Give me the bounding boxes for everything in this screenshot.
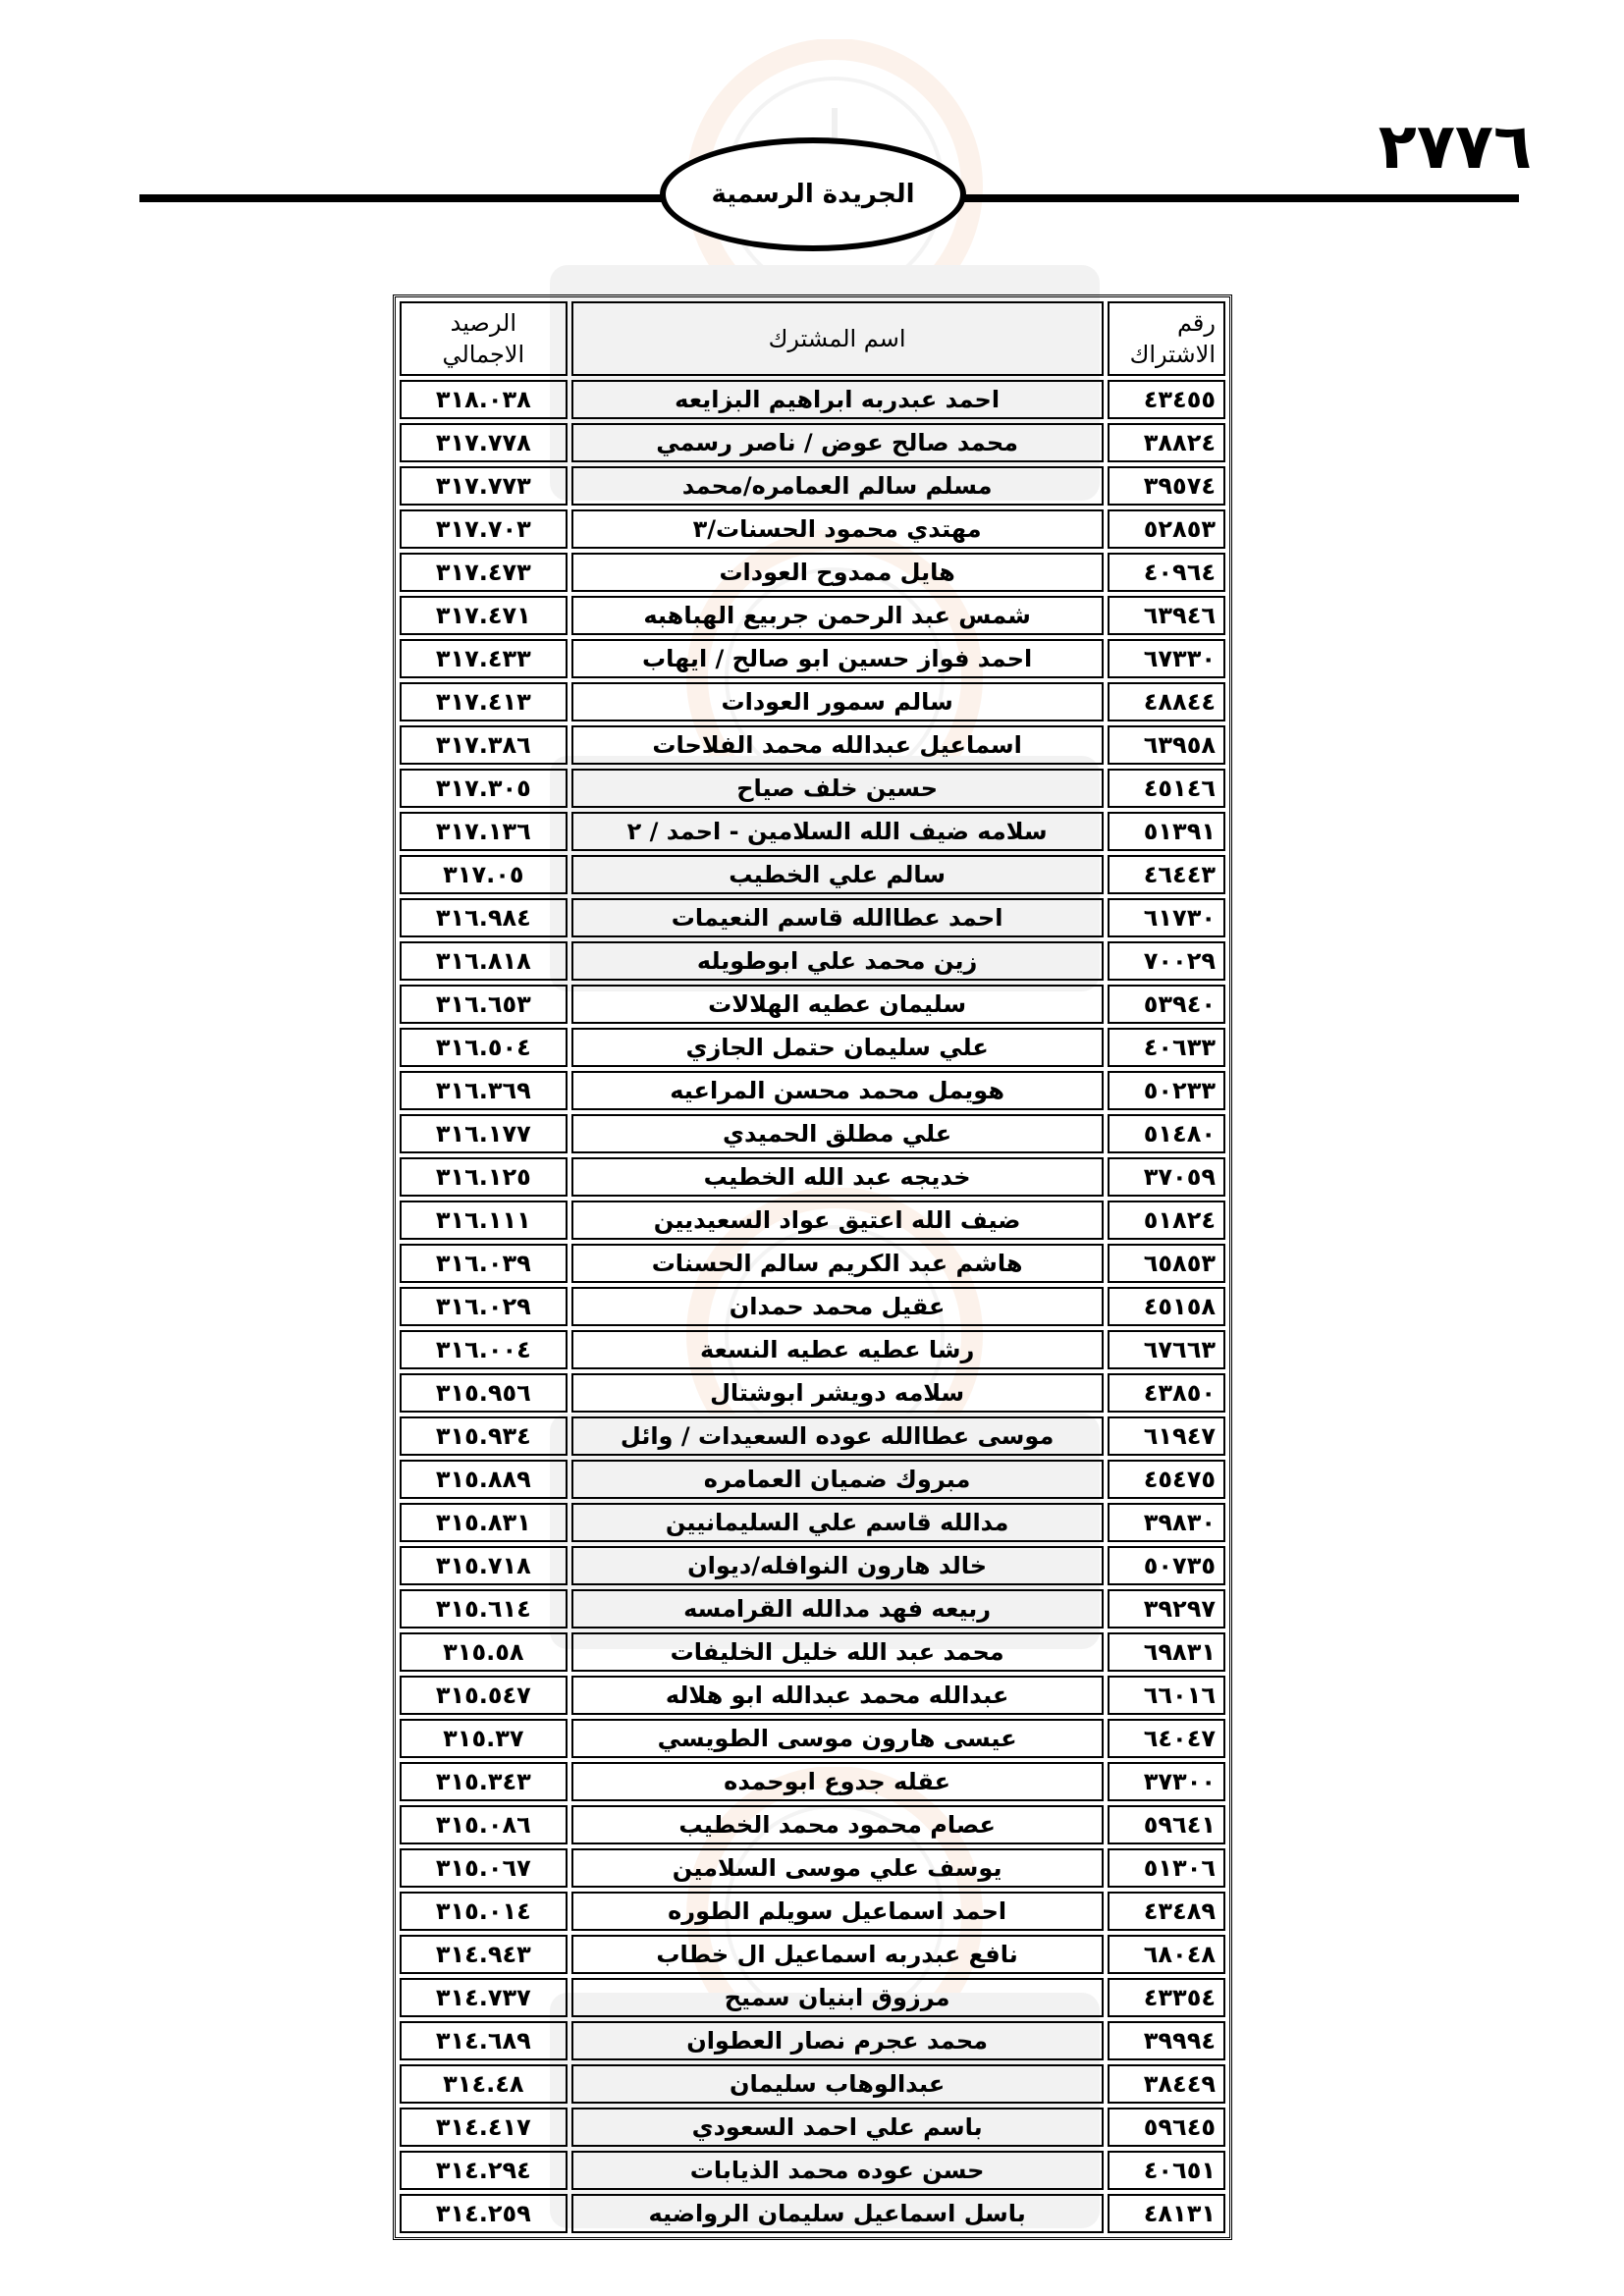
- total-balance-cell: ٣١٤.٢٩٤: [400, 2151, 568, 2190]
- subscriber-name-cell: يوسف علي موسى السلامين: [571, 1848, 1104, 1888]
- subscriber-name-cell: هويمل محمد محسن المراعيه: [571, 1071, 1104, 1110]
- total-balance-cell: ٣١٥.٠٨٦: [400, 1805, 568, 1844]
- subscriber-name-cell: مسلم سالم العمامره/محمد: [571, 466, 1104, 506]
- table-row: [400, 1157, 1225, 1197]
- total-balance-cell: ٣١٧.٠٥: [400, 855, 568, 894]
- total-balance-cell: ٣١٤.٤١٧: [400, 2108, 568, 2147]
- table-row: [400, 1416, 1225, 1456]
- table-row: [400, 1589, 1225, 1629]
- subscription-no-cell: ٦٣٩٥٨: [1108, 725, 1225, 765]
- table-row: [400, 1503, 1225, 1542]
- subscriber-name-cell: مهتدي محمود الحسنات/٣: [571, 509, 1104, 549]
- subscription-no-cell: ٤٨١٣١: [1108, 2194, 1225, 2233]
- subscription-no-cell: ٤٥١٤٦: [1108, 769, 1225, 808]
- subscription-no-cell: ٥٠٧٣٥: [1108, 1546, 1225, 1585]
- table-row: [400, 1287, 1225, 1326]
- subscription-no-cell: ٥٣٩٤٠: [1108, 985, 1225, 1024]
- subscriber-name-cell: حسن عوده محمد الذيابات: [571, 2151, 1104, 2190]
- publication-badge: [660, 137, 966, 251]
- total-balance-cell: ٣١٦.٠٣٩: [400, 1244, 568, 1283]
- subscription-no-cell: ٧٠٠٢٩: [1108, 941, 1225, 981]
- subscription-no-cell: ٦١٩٤٧: [1108, 1416, 1225, 1456]
- subscriber-name-cell: سلامه ضيف الله السلامين - احمد / ٢: [571, 812, 1104, 851]
- subscriber-name-cell: عقله جدوع ابوحمده: [571, 1762, 1104, 1801]
- total-balance-cell: ٣١٧.١٣٦: [400, 812, 568, 851]
- table-row: [400, 596, 1225, 635]
- subscription-no-cell: ٤٣٤٨٩: [1108, 1892, 1225, 1931]
- subscription-no-cell: ٦٦٠١٦: [1108, 1676, 1225, 1715]
- subscription-no-cell: ٥١٤٨٠: [1108, 1114, 1225, 1153]
- page-number: ٢٧٧٦: [1378, 111, 1532, 184]
- table-row: [400, 1546, 1225, 1585]
- subscription-no-cell: ٥١٣٠٦: [1108, 1848, 1225, 1888]
- subscriber-name-cell: سالم سمور العودات: [571, 682, 1104, 721]
- subscription-no-cell: ٥٠٢٣٣: [1108, 1071, 1225, 1110]
- total-balance-cell: ٣١٧.٤٧٣: [400, 553, 568, 592]
- table-row: [400, 985, 1225, 1024]
- total-balance-cell: ٣١٥.٧١٨: [400, 1546, 568, 1585]
- subscriber-name-cell: مبروك ضميان العمامره: [571, 1460, 1104, 1499]
- table-row: [400, 769, 1225, 808]
- total-balance-cell: ٣١٦.٣٦٩: [400, 1071, 568, 1110]
- subscriber-name-cell: هايل ممدوح العودات: [571, 553, 1104, 592]
- total-balance-cell: ٣١٧.٣٨٦: [400, 725, 568, 765]
- subscription-no-cell: ٦١٧٣٠: [1108, 898, 1225, 937]
- subscription-no-cell: ٣٩٥٧٤: [1108, 466, 1225, 506]
- total-balance-cell: ٣١٤.٢٥٩: [400, 2194, 568, 2233]
- total-balance-cell: ٣١٦.٩٨٤: [400, 898, 568, 937]
- table-row: [400, 855, 1225, 894]
- subscription-no-cell: ٤٣٤٥٥: [1108, 380, 1225, 419]
- subscription-no-cell: ٣٧٠٥٩: [1108, 1157, 1225, 1197]
- total-balance-cell: ٣١٧.٤١٣: [400, 682, 568, 721]
- table-row: [400, 1028, 1225, 1067]
- table-row: [400, 812, 1225, 851]
- total-balance-cell: ٣١٦.٥٠٤: [400, 1028, 568, 1067]
- subscription-no-cell: ٥٢٨٥٣: [1108, 509, 1225, 549]
- table-row: [400, 682, 1225, 721]
- total-balance-cell: ٣١٥.٥٤٧: [400, 1676, 568, 1715]
- total-balance-cell: ٣١٦.١١١: [400, 1201, 568, 1240]
- total-balance-cell: ٣١٤.٤٨: [400, 2064, 568, 2104]
- total-balance-cell: ٣١٤.٦٨٩: [400, 2021, 568, 2060]
- table-row: [400, 1632, 1225, 1672]
- subscriber-name-cell: سليمان عطيه الهلالات: [571, 985, 1104, 1024]
- subscriber-name-cell: مرزوق ابنيان سميح: [571, 1978, 1104, 2017]
- subscription-no-cell: ٦٥٨٥٣: [1108, 1244, 1225, 1283]
- table-row: [400, 941, 1225, 981]
- table-row: [400, 639, 1225, 678]
- header-subscriber-name: اسم المشترك: [571, 301, 1104, 376]
- table-row: [400, 1762, 1225, 1801]
- publication-title: الجريدة الرسمية: [711, 180, 915, 209]
- subscriber-name-cell: احمد فواز حسين ابو صالح / ايهاب: [571, 639, 1104, 678]
- subscriber-name-cell: سلامه دويشر ابوشتال: [571, 1373, 1104, 1413]
- total-balance-cell: ٣١٤.٩٤٣: [400, 1935, 568, 1974]
- table-row: [400, 2108, 1225, 2147]
- subscriber-name-cell: احمد عطاالله قاسم النعيمات: [571, 898, 1104, 937]
- table-row: [400, 1892, 1225, 1931]
- subscription-no-cell: ٤٠٦٣٣: [1108, 1028, 1225, 1067]
- total-balance-cell: ٣١٧.٧٠٣: [400, 509, 568, 549]
- table-row: [400, 1373, 1225, 1413]
- subscriber-name-cell: خالد هارون النوافله/ديوان: [571, 1546, 1104, 1585]
- subscription-no-cell: ٤٠٩٦٤: [1108, 553, 1225, 592]
- subscription-no-cell: ٤٠٦٥١: [1108, 2151, 1225, 2190]
- total-balance-cell: ٣١٥.٨٣١: [400, 1503, 568, 1542]
- total-balance-cell: ٣١٧.٤٧١: [400, 596, 568, 635]
- total-balance-cell: ٣١٦.٠٠٤: [400, 1330, 568, 1369]
- subscription-no-cell: ٦٧٦٦٣: [1108, 1330, 1225, 1369]
- subscriber-name-cell: ربيعه فهد مدالله القرامسه: [571, 1589, 1104, 1629]
- subscription-no-cell: ٦٤٠٤٧: [1108, 1719, 1225, 1758]
- total-balance-cell: ٣١٥.٠٦٧: [400, 1848, 568, 1888]
- subscribers-table: [393, 294, 1232, 2240]
- total-balance-cell: ٣١٦.٦٥٣: [400, 985, 568, 1024]
- total-balance-cell: ٣١٧.٣٠٥: [400, 769, 568, 808]
- table-row: [400, 898, 1225, 937]
- total-balance-cell: ٣١٥.٣٤٣: [400, 1762, 568, 1801]
- total-balance-cell: ٣١٥.٥٨: [400, 1632, 568, 1672]
- subscription-no-cell: ٣٨٤٤٩: [1108, 2064, 1225, 2104]
- total-balance-cell: ٣١٦.٨١٨: [400, 941, 568, 981]
- table-row: [400, 1244, 1225, 1283]
- subscription-no-cell: ٤٥٤٧٥: [1108, 1460, 1225, 1499]
- table-row: [400, 1330, 1225, 1369]
- subscriber-name-cell: عبدالوهاب سليمان: [571, 2064, 1104, 2104]
- table-row: [400, 1676, 1225, 1715]
- subscriber-name-cell: هاشم عبد الكريم سالم الحسنات: [571, 1244, 1104, 1283]
- total-balance-cell: ٣١٥.٩٣٤: [400, 1416, 568, 1456]
- total-balance-cell: ٣١٧.٤٣٣: [400, 639, 568, 678]
- table-row: [400, 380, 1225, 419]
- total-balance-cell: ٣١٦.١٢٥: [400, 1157, 568, 1197]
- subscriber-name-cell: علي سليمان حتمل الجازي: [571, 1028, 1104, 1067]
- subscriber-name-cell: عقيل محمد حمدان: [571, 1287, 1104, 1326]
- table-header-row: [400, 301, 1225, 376]
- subscription-no-cell: ٥١٨٢٤: [1108, 1201, 1225, 1240]
- subscriber-name-cell: محمد صالح عوض / ناصر رسمي: [571, 423, 1104, 462]
- subscriber-name-cell: عصام محمود محمد الخطيب: [571, 1805, 1104, 1844]
- subscriber-name-cell: احمد اسماعيل سويلم الطوره: [571, 1892, 1104, 1931]
- header-subscription-no: رقم الاشتراك: [1108, 301, 1225, 376]
- subscription-no-cell: ٣٩٩٩٤: [1108, 2021, 1225, 2060]
- subscription-no-cell: ٤٥١٥٨: [1108, 1287, 1225, 1326]
- table-row: [400, 553, 1225, 592]
- subscriber-name-cell: عيسى هارون موسى الطويسي: [571, 1719, 1104, 1758]
- subscriber-name-cell: محمد عبد الله خليل الخليفات: [571, 1632, 1104, 1672]
- subscriber-name-cell: مدالله قاسم علي السليمانيين: [571, 1503, 1104, 1542]
- table-row: [400, 1848, 1225, 1888]
- total-balance-cell: ٣١٨.٠٣٨: [400, 380, 568, 419]
- table-row: [400, 1071, 1225, 1110]
- subscription-no-cell: ٣٧٣٠٠: [1108, 1762, 1225, 1801]
- table-row: [400, 2021, 1225, 2060]
- subscription-no-cell: ٥١٣٩١: [1108, 812, 1225, 851]
- subscription-no-cell: ٤٦٤٤٣: [1108, 855, 1225, 894]
- subscription-no-cell: ٣٩٢٩٧: [1108, 1589, 1225, 1629]
- table-row: [400, 423, 1225, 462]
- subscription-no-cell: ٥٩٦٤١: [1108, 1805, 1225, 1844]
- subscriber-name-cell: محمد عجرم نصار العطوان: [571, 2021, 1104, 2060]
- subscriber-name-cell: ضيف الله اعتيق عواد السعيديين: [571, 1201, 1104, 1240]
- table-row: [400, 725, 1225, 765]
- subscriber-name-cell: سالم علي الخطيب: [571, 855, 1104, 894]
- table-row: [400, 466, 1225, 506]
- total-balance-cell: ٣١٥.٨٨٩: [400, 1460, 568, 1499]
- subscription-no-cell: ٤٣٨٥٠: [1108, 1373, 1225, 1413]
- subscriber-name-cell: احمد عبدربه ابراهيم البزايعه: [571, 380, 1104, 419]
- total-balance-cell: ٣١٧.٧٧٨: [400, 423, 568, 462]
- total-balance-cell: ٣١٦.٠٢٩: [400, 1287, 568, 1326]
- table-row: [400, 2151, 1225, 2190]
- subscriber-name-cell: عبدالله محمد عبدالله ابو هلاله: [571, 1676, 1104, 1715]
- subscribers-table-grid: [396, 297, 1229, 2237]
- subscriber-name-cell: علي مطلق الحميدي: [571, 1114, 1104, 1153]
- subscription-no-cell: ٦٣٩٤٦: [1108, 596, 1225, 635]
- subscriber-name-cell: موسى عطاالله عوده السعيدات / وائل: [571, 1416, 1104, 1456]
- table-row: [400, 1719, 1225, 1758]
- total-balance-cell: ٣١٥.٣٧: [400, 1719, 568, 1758]
- table-row: [400, 1201, 1225, 1240]
- subscription-no-cell: ٤٣٣٥٤: [1108, 1978, 1225, 2017]
- table-row: [400, 509, 1225, 549]
- subscription-no-cell: ٣٨٨٢٤: [1108, 423, 1225, 462]
- total-balance-cell: ٣١٦.١٧٧: [400, 1114, 568, 1153]
- subscriber-name-cell: نافع عبدربه اسماعيل ال خطاب: [571, 1935, 1104, 1974]
- total-balance-cell: ٣١٥.٩٥٦: [400, 1373, 568, 1413]
- subscriber-name-cell: باسم علي احمد السعودي: [571, 2108, 1104, 2147]
- total-balance-cell: ٣١٤.٧٣٧: [400, 1978, 568, 2017]
- table-row: [400, 1460, 1225, 1499]
- subscription-no-cell: ٦٨٠٤٨: [1108, 1935, 1225, 1974]
- table-row: [400, 2194, 1225, 2233]
- subscription-no-cell: ٥٩٦٤٥: [1108, 2108, 1225, 2147]
- subscriber-name-cell: رشا عطيه عطيه النسعة: [571, 1330, 1104, 1369]
- subscriber-name-cell: حسين خلف صياح: [571, 769, 1104, 808]
- subscription-no-cell: ٣٩٨٣٠: [1108, 1503, 1225, 1542]
- subscription-no-cell: ٦٧٣٣٠: [1108, 639, 1225, 678]
- total-balance-cell: ٣١٧.٧٧٣: [400, 466, 568, 506]
- subscriber-name-cell: خديجه عبد الله الخطيب: [571, 1157, 1104, 1197]
- subscription-no-cell: ٤٨٨٤٤: [1108, 682, 1225, 721]
- table-row: [400, 1978, 1225, 2017]
- total-balance-cell: ٣١٥.٠١٤: [400, 1892, 568, 1931]
- subscriber-name-cell: اسماعيل عبدالله محمد الفلاحات: [571, 725, 1104, 765]
- table-row: [400, 2064, 1225, 2104]
- subscriber-name-cell: زين محمد علي ابوطويله: [571, 941, 1104, 981]
- table-row: [400, 1935, 1225, 1974]
- table-row: [400, 1114, 1225, 1153]
- subscriber-name-cell: باسل اسماعيل سليمان الرواضيه: [571, 2194, 1104, 2233]
- subscriber-name-cell: شمس عبد الرحمن جربيع الهباهبه: [571, 596, 1104, 635]
- subscription-no-cell: ٦٩٨٣١: [1108, 1632, 1225, 1672]
- table-row: [400, 1805, 1225, 1844]
- total-balance-cell: ٣١٥.٦١٤: [400, 1589, 568, 1629]
- header-total-balance: الرصيد الاجمالي: [400, 301, 568, 376]
